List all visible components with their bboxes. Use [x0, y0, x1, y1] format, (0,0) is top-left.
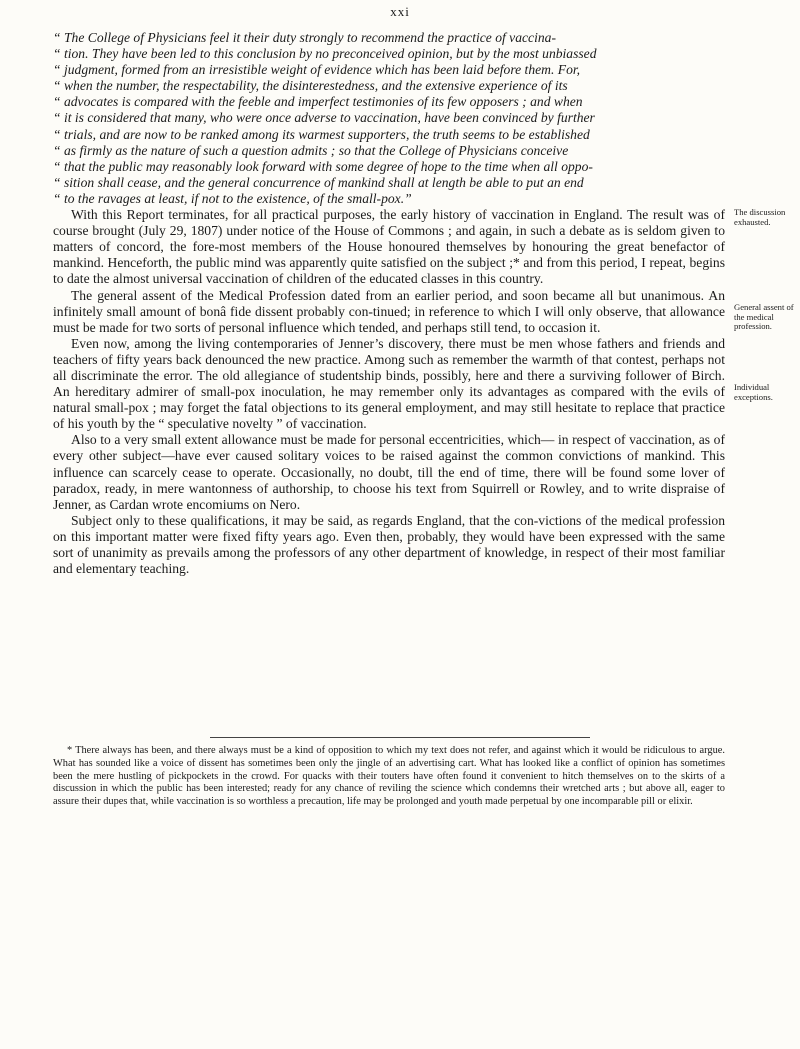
- quote-line: “ tion. They have been led to this conclusion by no preconceived opinion, but by the most unbiassed: [53, 46, 597, 62]
- quote-line: “ that the public may reasonably look forward with some degree of hope to the time when all oppo-: [53, 158, 593, 174]
- quote-line: “ sition shall cease, and the general concurrence of mankind shall at length be able to put an end: [53, 174, 584, 190]
- margin-note-general-assent: General assent of the medical profession.: [734, 302, 794, 331]
- quote-line: “ when the number, the respectability, the disinterestedness, and the extensive experience of its: [53, 78, 568, 94]
- quote-line: “ as firmly as the nature of such a question admits ; so that the College of Physicians conceive: [53, 142, 569, 158]
- margin-note-individual-exceptions: Individual exceptions.: [734, 382, 773, 402]
- footnote-text: * There always has been, and there always must be a kind of opposition to which my text does not refer, and against which it would be ridiculous to argue. What has sounded like a voice of dissent has sometimes been only the jingle of an advertising cart. What has looked like a conflict of opinion has sometimes been the mere hustling of pickpockets in the crowd. For quacks with their touters have often found it convenient to hitch themselves on to the skirts of a discussion in which the public has been interested; ready for any chance of reviling the science which condemns their wretched arts ; but above all, eager to assure their dupes that, while vaccination is so worthless a precaution, life may be prolonged and youth made perpetual by one incomparable pill or elixir.: [53, 745, 725, 808]
- footnote: [53, 745, 725, 809]
- quote-line: “ trials, and are now to be ranked among its warmest supporters, the truth seems to be established: [53, 126, 590, 142]
- paragraph-contemporaries: Even now, among the living contemporaries of Jenner’s discovery, there must be men whose fathers and friends and teachers of fifty years back denounced the new practice. Among such as remember the warmth of that contest, perhaps not all discriminate the error. The old allegiance of studentship binds, possibly, here and there a surviving follower of Birch. An hereditary admirer of small-pox inoculation, he may remember only its advantages as compared with the evils of natural small-pox ; may forget the fatal objections to its general employment, and may still hesitate to replace that practice of his youth by the “ speculative novelty ” of vaccination.: [53, 335, 725, 432]
- page-number: xxi: [390, 4, 410, 19]
- quote-line: “ it is considered that many, who were once adverse to vaccination, have been convinced by further: [53, 110, 595, 126]
- main-text-column: [53, 30, 725, 577]
- margin-note-discussion-exhausted: The discussion exhausted.: [734, 207, 786, 227]
- quote-line: “ advocates is compared with the feeble and imperfect testimonies of its few opposers ; and when: [53, 94, 583, 110]
- paragraph-general-assent: The general assent of the Medical Profession dated from an earlier period, and soon became all but unanimous. An infinitely small amount of bonâ fide dissent probably con-tinued; in reference to which I will only observe, that allowance must be made for two sorts of personal influence which tended, and perhaps still tend, to occasion it.: [53, 287, 725, 335]
- paragraph-qualifications: Subject only to these qualifications, it may be said, as regards England, that the con-victions of the medical profession on this important matter were fixed fifty years ago. Even then, probably, they would have been expressed with the same sort of unanimity as prevails among the professors of any other department of knowledge, in respect of their most familiar and elementary teaching.: [53, 512, 725, 577]
- quote-line: “ judgment, formed from an irresistible weight of evidence which has been laid before them. For,: [53, 62, 581, 78]
- paragraph-eccentricities: Also to a very small extent allowance must be made for personal eccentricities, which— in respect of vaccination, as of every other subject—have ever caused solitary voices to be raised against the common convictions of mankind. This influence can scarcely cease to operate. Occasionally, no doubt, till the end of time, there will be found some lover of paradox, ready, in mere wantonness of authorship, to choose his text from Squirrell or Rowley, and to write dispraise of Jenner, as Cardan wrote encomiums on Nero.: [53, 432, 725, 512]
- college-report-quotation: [53, 30, 725, 207]
- footnote-divider: [210, 737, 590, 738]
- quote-line: “ to the ravages at least, if not to the existence, of the small-pox.”: [53, 190, 412, 206]
- quote-line: “ The College of Physicians feel it their duty strongly to recommend the practice of vaccina-: [53, 30, 556, 45]
- paragraph-report-terminates: With this Report terminates, for all practical purposes, the early history of vaccination in England. The result was of course brought (July 29, 1807) under notice of the House of Commons ; and again, in such a debate as is seldom given to matters of concord, the fore-most members of the House honoured themselves by honouring the great benefactor of mankind. Henceforth, the public mind was apparently quite satisfied on the subject ;* and from this period, I repeat, begins to date the almost universal vaccination of children of the educated classes in this country.: [53, 207, 725, 287]
